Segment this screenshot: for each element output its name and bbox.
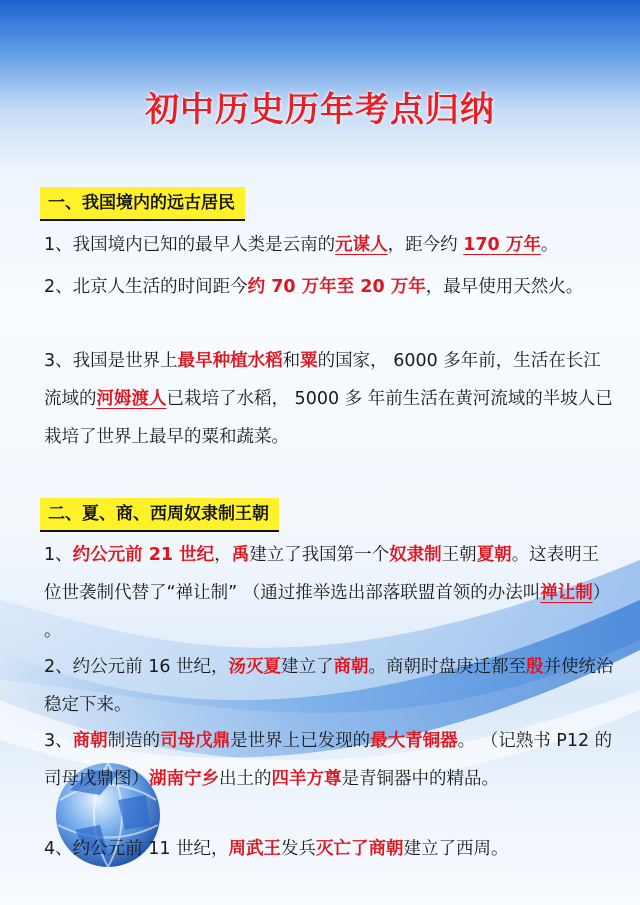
text: 出土的 — [219, 769, 272, 789]
highlight: 四羊方尊 — [271, 769, 342, 789]
highlight: 湖南宁乡 — [149, 769, 219, 789]
paragraph-1-1 — [44, 226, 614, 264]
highlight: 奴隶制 — [389, 545, 442, 565]
highlight: 元谋人 — [335, 235, 388, 255]
text: 。这表明王位世袭制代替了“禅让制” （通过推举选出部落联盟首领的办法叫 — [44, 545, 600, 603]
text: 建立了西周。 — [403, 839, 509, 859]
text: 发兵 — [281, 839, 317, 859]
highlight: 约公元前 21 世纪 — [72, 545, 215, 565]
highlight: 约 70 万年至 20 万年 — [247, 277, 426, 297]
text: 2、北京人生活的时间距今 — [44, 277, 248, 297]
highlight: 禹 — [231, 545, 250, 565]
text: 已栽培了水稻， 5000 多 年前生活在黄河流域的半坡人已栽培了世界上最早的粟和蔬菜。 — [44, 389, 613, 447]
highlight: 殷 — [526, 657, 544, 677]
text: ，最早使用天然火。 — [425, 277, 584, 297]
text: 建立了 — [281, 657, 334, 677]
text: 3、我国是世界上 — [44, 351, 178, 371]
text: 3、 — [44, 731, 73, 751]
highlight: 最大青铜器 — [370, 731, 458, 751]
highlight: 禅让制 — [540, 583, 593, 603]
section-heading-2: 二、夏、商、西周奴隶制王朝 — [40, 498, 279, 532]
highlight: 170 万年 — [463, 235, 541, 255]
section-heading-1: 一、我国境内的远古居民 — [40, 187, 245, 221]
text: 和 — [282, 351, 301, 371]
paragraph-2-3 — [44, 722, 614, 798]
text: 1、 — [44, 545, 73, 565]
text: 并使统治稳定下来。 — [44, 657, 614, 715]
text: 4、约公元前 11 世纪， — [44, 839, 229, 859]
highlight: 最早种植水稻 — [177, 351, 283, 371]
text: 。商朝时盘庚迁都至 — [368, 657, 527, 677]
text: 。 （记熟书 P12 的司母戊鼎图） — [44, 731, 613, 789]
text: 1、我国境内已知的最早人类是云南的 — [44, 235, 336, 255]
paragraph-1-3 — [44, 342, 614, 456]
highlight: 汤灭夏 — [228, 657, 282, 677]
highlight: 商朝 — [72, 731, 108, 751]
text: 是青铜器中的精品。 — [341, 769, 499, 789]
paragraph-2-1 — [44, 536, 614, 650]
paragraph-1-2 — [44, 268, 614, 306]
highlight: 河姆渡人 — [96, 389, 167, 409]
paragraph-2-2 — [44, 648, 614, 724]
page-title: 初中历史历年考点归纳 — [145, 90, 495, 130]
text: 建立了我国第一个 — [249, 545, 390, 565]
text: ， — [214, 545, 232, 565]
text: ） 。 — [44, 583, 611, 641]
highlight: 粟 — [300, 351, 318, 371]
highlight: 周武王 — [228, 839, 282, 859]
paragraph-2-4 — [44, 830, 614, 868]
highlight: 商朝 — [333, 657, 369, 677]
highlight: 灭亡了商朝 — [316, 839, 404, 859]
text: 王朝 — [441, 545, 477, 565]
highlight: 夏朝 — [476, 545, 512, 565]
highlight: 司母戊鼎 — [160, 731, 231, 751]
text: 是世界上已发现的 — [230, 731, 371, 751]
text: ，距今约 — [387, 235, 464, 255]
text: 制造的 — [107, 731, 161, 751]
text: 。 — [540, 235, 559, 255]
text: 的国家， 6000 多年前，生活在长江流域的 — [44, 351, 601, 409]
text: 2、约公元前 16 世纪， — [44, 657, 229, 677]
